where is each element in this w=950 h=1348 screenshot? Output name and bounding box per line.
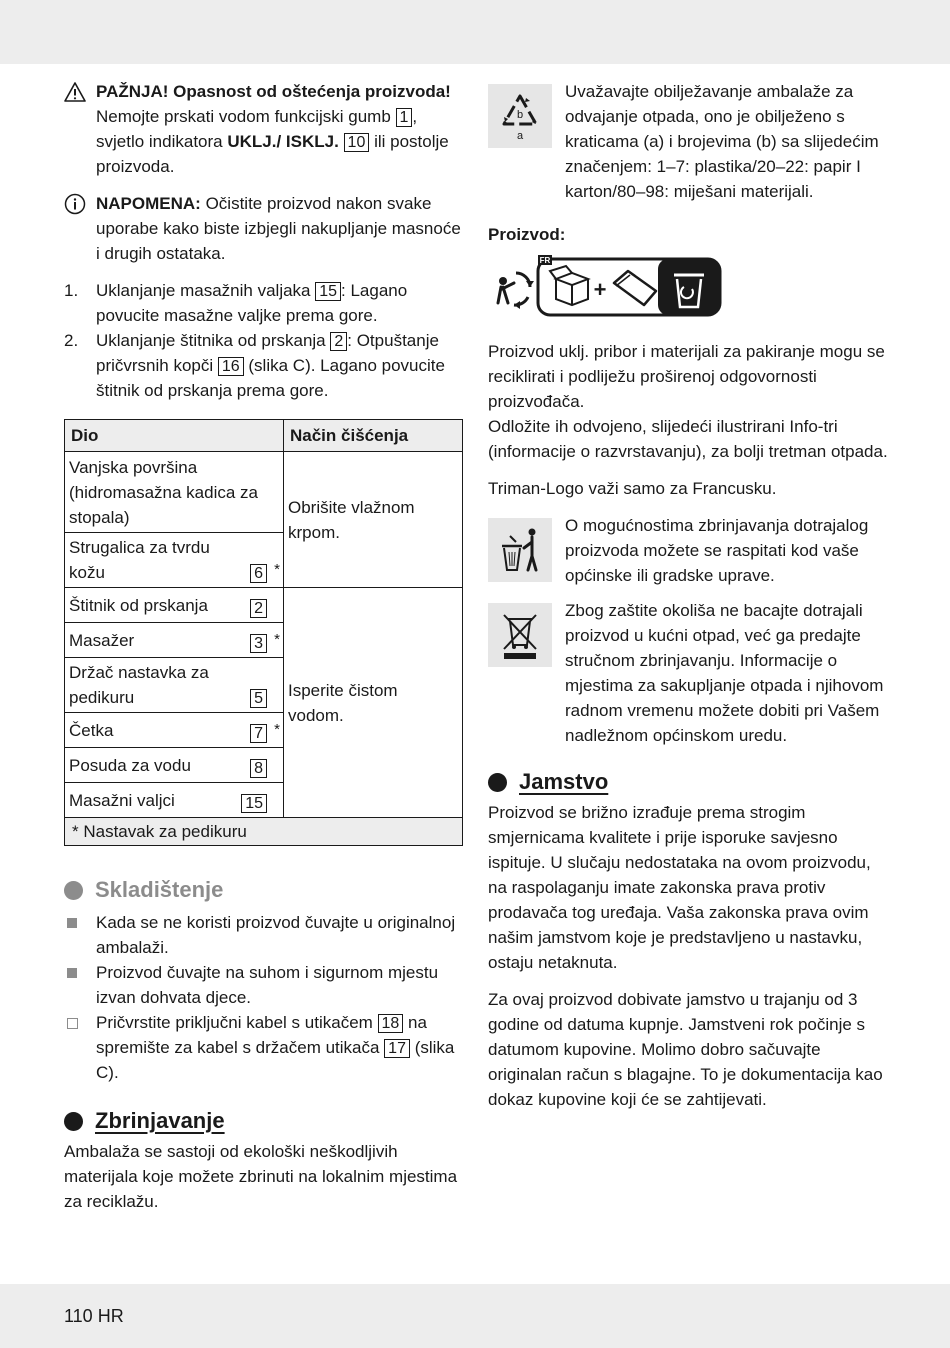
table-cell: Strugalica za tvrdu kožu 6 *	[65, 533, 284, 588]
svg-text:FR: FR	[539, 256, 551, 265]
warranty-heading: Jamstvo	[488, 768, 888, 796]
ref-box: 16	[218, 357, 244, 376]
table-cell: Držač nastavka za pedikuru 5	[65, 658, 284, 713]
ref-box: 2	[250, 599, 267, 618]
info-icon	[64, 193, 86, 215]
ref-box: 2	[330, 332, 347, 351]
list-item: Pričvrstite priključni kabel s utikačem 18 na spremište za kabel s držačem utikača 17 (slika C).	[64, 1010, 464, 1085]
table-header-part: Dio	[65, 420, 284, 452]
crossed-bin-icon	[488, 603, 552, 667]
triman-note: Triman-Logo važi samo za Francusku.	[488, 479, 777, 498]
triman-logo-icon	[498, 273, 534, 309]
warranty-text: Za ovaj proizvod dobivate jamstvo u trajanju od 3 godine od datuma kupnje. Jamstveni rok počinje s datumom kupovine. Molimo dobro sačuvajte originalan račun s blagajne. To je dokumentacija kao dokaz kupovine koji će se zahtijevati.	[488, 990, 883, 1109]
bullet-dot	[64, 1112, 83, 1131]
trash-person-icon	[488, 518, 552, 582]
ref-box: 8	[250, 759, 267, 778]
recycling-notice	[488, 79, 888, 204]
ref-box: 1	[396, 108, 413, 127]
ref-box: 6	[250, 564, 267, 583]
svg-text:+: +	[593, 277, 607, 302]
warranty-text: Proizvod se brižno izrađuje prema strogim smjernicama kvalitete i prije isporuke savjesno ispituje. U slučaju nedostataka na ovom proizvodu, na raspolaganju imate zakonska prava protiv prodavača tog uređaja. Vaša zakonska prava ovim našim jamstvom koje je predstavljeno u nastavku, ostaju netaknuta.	[488, 803, 871, 972]
method-cell-rinse: Isperite čistom vodom.	[284, 588, 463, 818]
cleaning-table	[64, 419, 463, 846]
bullet-dot	[488, 773, 507, 792]
table-row	[65, 588, 463, 623]
table-cell: Štitnik od prskanja 2	[65, 588, 284, 623]
product-text: Odložite ih odvojeno, slijedeći ilustrirani Info-tri (informacije o razvrstavanju), za bolji tretman otpada.	[488, 417, 888, 461]
ref-box: 15	[241, 794, 267, 813]
ref-box: 15	[315, 282, 341, 301]
table-cell: Posuda za vodu 8	[65, 748, 284, 783]
page-number: 110 HR	[64, 1306, 124, 1326]
square-bullet	[67, 968, 77, 978]
bullet-dot	[64, 881, 83, 900]
note-text: NAPOMENA: Očistite proizvod nakon svake uporabe kako biste izbjegli nakupljanje masnoće i drugih ostataka.	[96, 194, 461, 263]
note-notice	[64, 191, 464, 266]
weee-notice	[488, 598, 888, 748]
ref-box: 5	[250, 689, 267, 708]
disposal-heading: Zbrinjavanje	[64, 1107, 464, 1135]
product-text: Proizvod uklj. pribor i materijali za pakiranje mogu se reciklirati i podliježu proširenoj odgovornosti proizvođača.	[488, 342, 885, 411]
table-footnote-row	[65, 818, 463, 846]
right-column	[488, 79, 888, 1112]
ref-box: 10	[344, 133, 370, 152]
svg-text:a: a	[516, 130, 524, 142]
bottom-band	[0, 1284, 950, 1348]
table-cell: Vanjska površina (hidromasažna kadica za stopala)	[65, 452, 284, 533]
ref-box: 7	[250, 724, 267, 743]
list-item: 1. Uklanjanje masažnih valjaka 15 : Lagano povucite masažne valjke prema gore.	[64, 281, 408, 325]
list-item: 2. Uklanjanje štitnika od prskanja 2 : Otpuštanje pričvrsnih kopči 16 (slika C). Lagano povucite štitnik od prskanja prema gore.	[64, 331, 445, 400]
storage-list	[64, 910, 464, 1085]
warning-triangle-icon	[64, 81, 86, 103]
svg-text:b: b	[516, 109, 524, 121]
disposal-text: Ambalaža se sastoji od ekološki neškodljivih materijala koje možete zbrinuti na lokalnim mjestima za reciklažu.	[64, 1142, 458, 1211]
triman-info-tri-icon	[488, 253, 722, 317]
open-square-bullet	[67, 1018, 78, 1029]
table-header-method: Način čišćenja	[284, 420, 463, 452]
ref-box: 17	[384, 1039, 410, 1058]
storage-heading: Skladištenje	[64, 876, 464, 904]
list-item: Kada se ne koristi proizvod čuvajte u originalnoj ambalaži.	[64, 910, 464, 960]
method-cell-wipe: Obrišite vlažnom krpom.	[284, 452, 463, 588]
municipal-notice	[488, 513, 888, 588]
cleaning-steps	[64, 278, 464, 403]
warning-notice	[64, 79, 464, 179]
recycling-code-icon	[488, 84, 552, 148]
weee-text: Zbog zaštite okoliša ne bacajte dotrajali proizvod u kućni otpad, već ga predajte stručnom zbrinjavanju. Informacije o mjestima za sakupljanje otpada i njihovom radnom vremenu možete dobiti pri Vašem nadležnom općinskom uredu.	[565, 601, 884, 745]
left-column	[64, 79, 464, 1214]
table-footnote: * Nastavak za pedikuru	[65, 818, 463, 846]
table-cell: Masažni valjci 15	[65, 783, 284, 818]
recycling-text: Uvažavajte obilježavanje ambalaže za odvajanje otpada, ono je obilježeno s kraticama (a) i brojevima (b) sa slijedećim značenjem: 1–7: plastika/20–22: papir I karton/80–98: miješani materijali.	[565, 82, 879, 201]
table-cell: Četka 7 *	[65, 713, 284, 748]
top-band	[0, 0, 950, 64]
ref-box: 18	[378, 1014, 404, 1033]
square-bullet	[67, 918, 77, 928]
ref-box: 3	[250, 634, 267, 653]
municipal-text: O mogućnostima zbrinjavanja dotrajalog proizvoda možete se raspitati kod vaše općinske ili gradske uprave.	[565, 516, 869, 585]
list-item: Proizvod čuvajte na suhom i sigurnom mjestu izvan dohvata djece.	[64, 960, 464, 1010]
table-cell: Masažer 3 *	[65, 623, 284, 658]
warning-text: PAŽNJA! Opasnost od oštećenja proizvoda! Nemojte prskati vodom funkcijski gumb 1 , svjetlo indikatora UKLJ./ ISKLJ. 10 ili postolje proizvoda.	[96, 82, 451, 176]
table-row	[65, 452, 463, 533]
product-heading: Proizvod:	[488, 225, 566, 244]
